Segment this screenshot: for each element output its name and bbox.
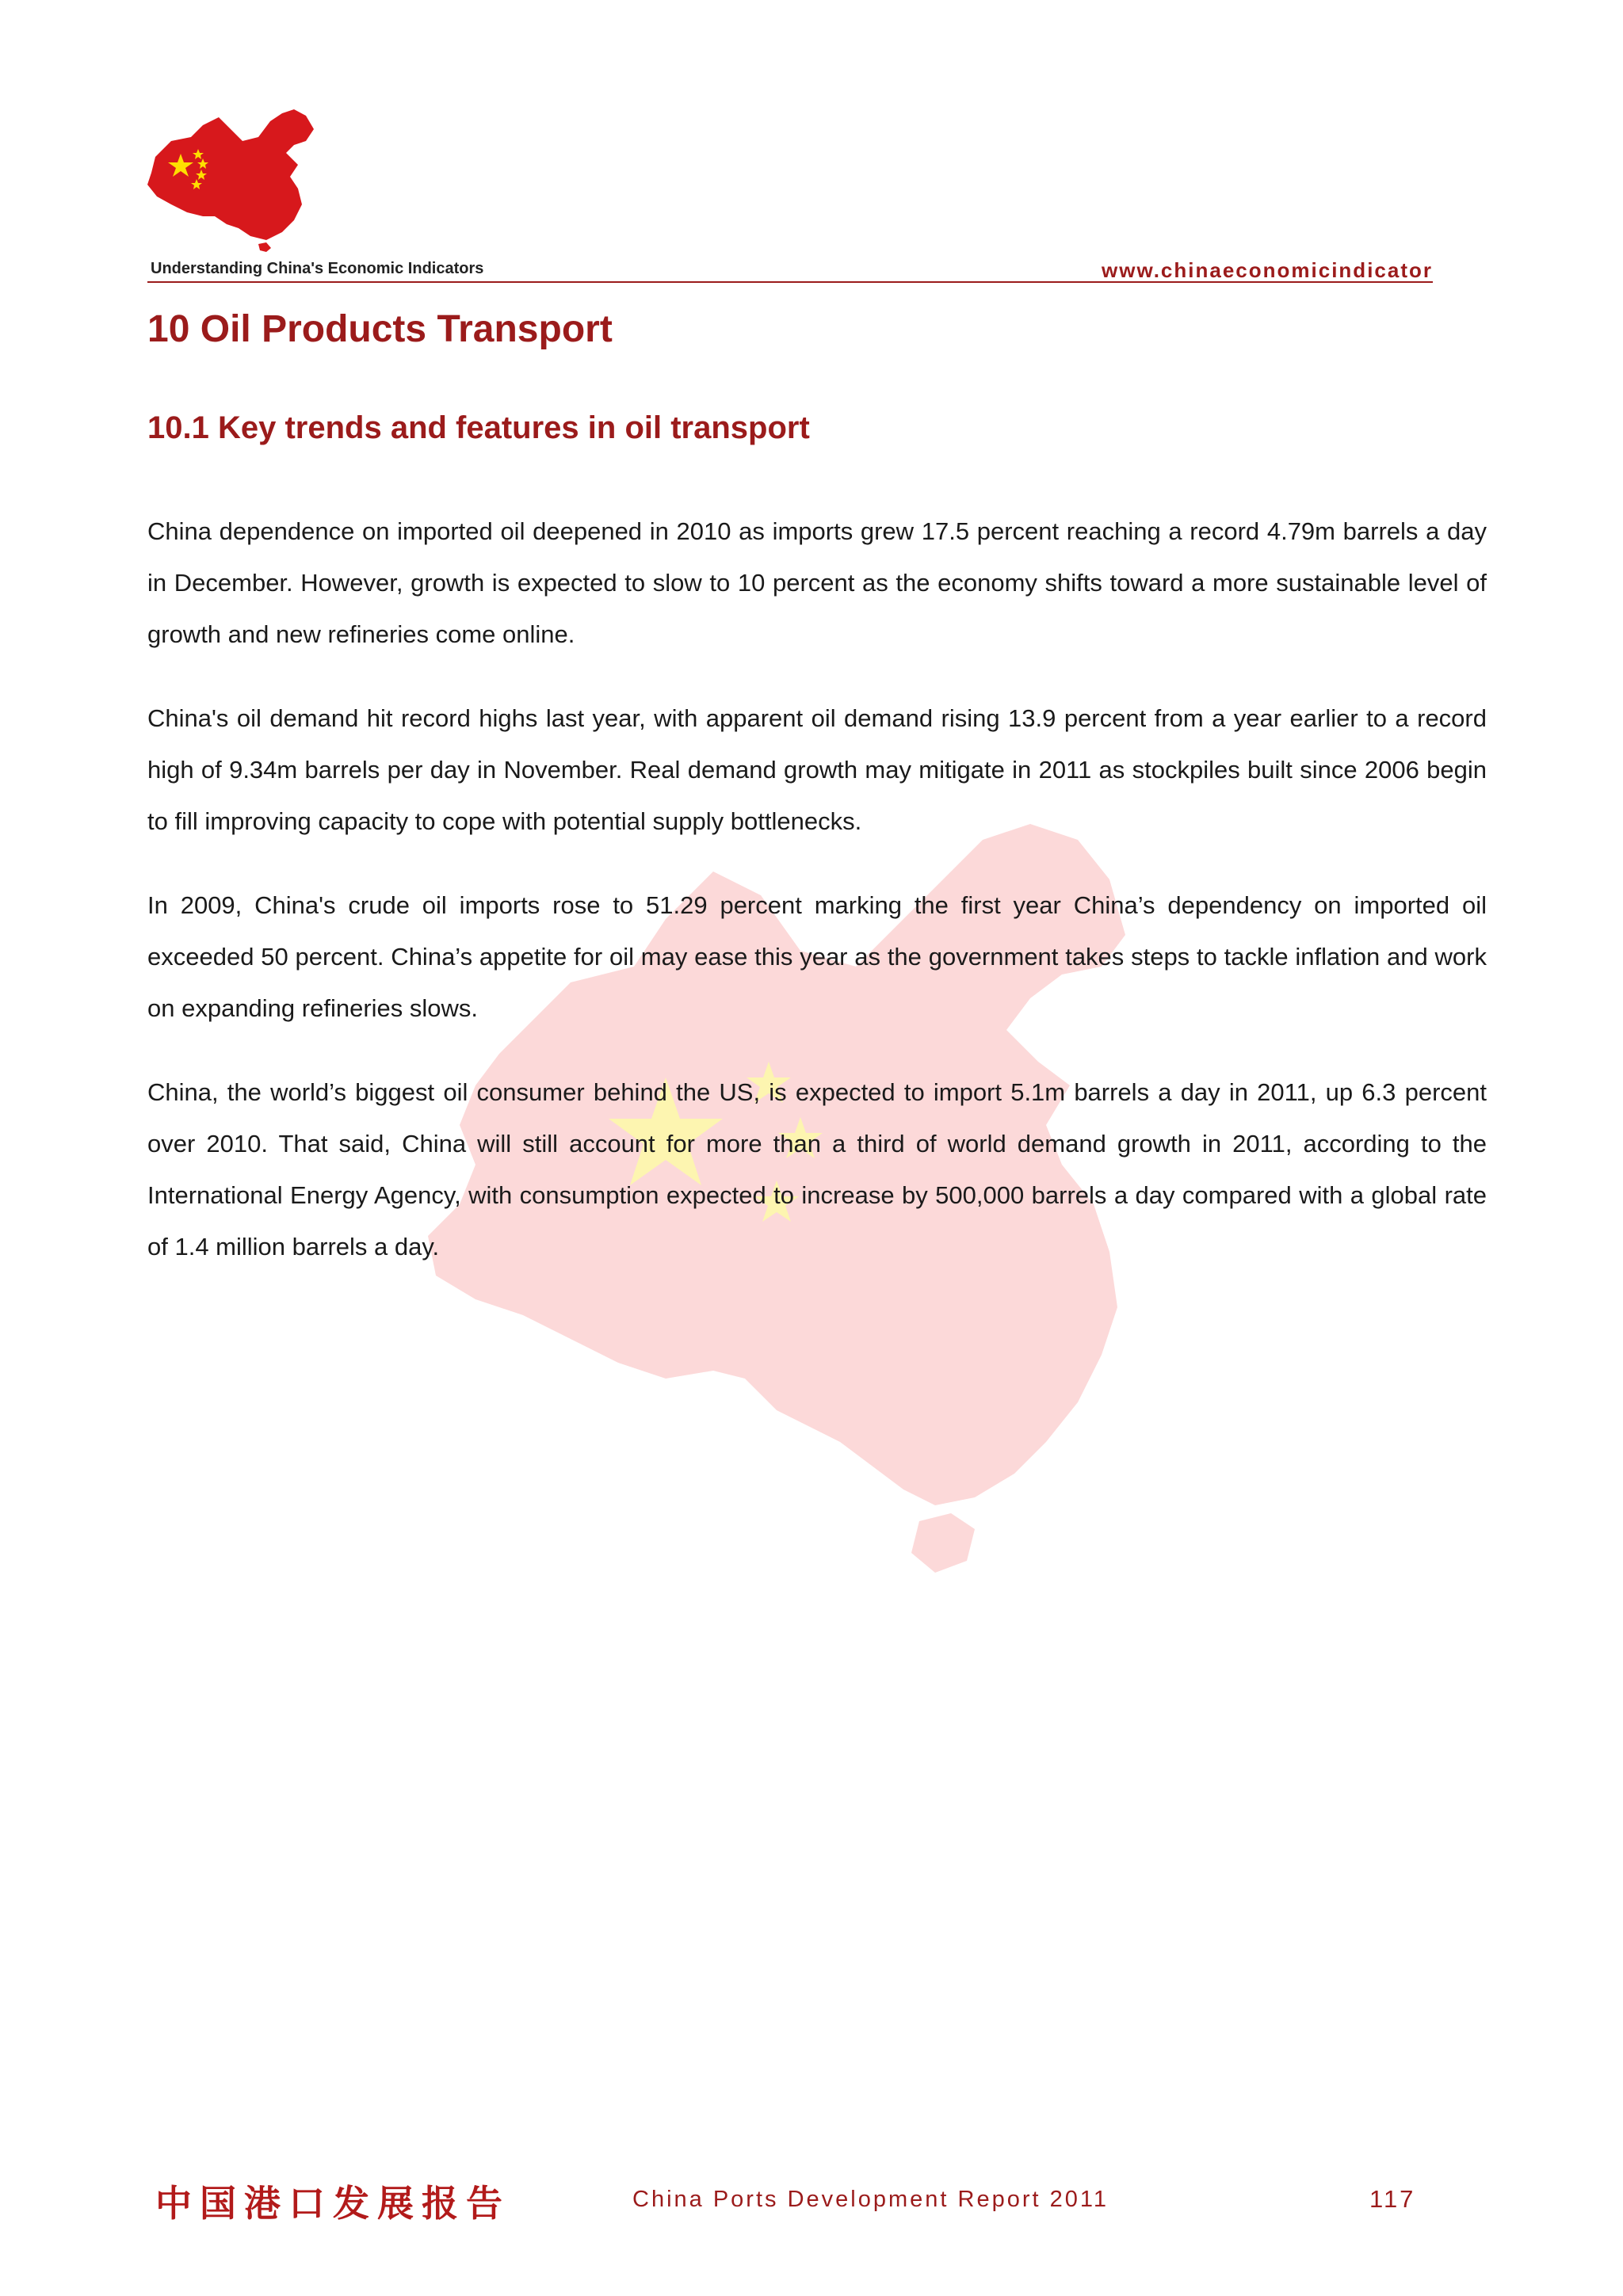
china-flag-map-icon xyxy=(147,109,314,252)
footer-report-name: China Ports Development Report 2011 xyxy=(632,2187,1109,2212)
paragraph: In 2009, China's crude oil imports rose to 51.29 percent marking the first year China’s dependency on imported oil exceeded 50 percent. China’s appetite for oil may ease this year as the government takes steps to tackle inflation and work on expanding refineries slows. xyxy=(147,891,1487,1022)
header-tagline: Understanding China's Economic Indicators xyxy=(151,260,484,277)
header-divider xyxy=(147,281,1433,283)
body-text xyxy=(147,505,1487,1305)
paragraph: China's oil demand hit record highs last year, with apparent oil demand rising 13.9 percent from a year earlier to a record high of 9.34m barrels per day in November. Real demand growth may mitigate in 2011 as stockpiles built since 2006 begin to fill improving capacity to cope with potential supply bottlenecks. xyxy=(147,704,1487,835)
header-url-link[interactable]: www.chinaeconomicindicator xyxy=(1102,258,1433,282)
paragraph: China dependence on imported oil deepened in 2010 as imports grew 17.5 percent reaching a record 4.79m barrels a day in December. However, growth is expected to slow to 10 percent as the economy shifts toward a more sustainable level of growth and new refineries come online. xyxy=(147,517,1487,648)
chapter-title: 10 Oil Products Transport xyxy=(147,308,613,350)
paragraph: China, the world’s biggest oil consumer behind the US, is expected to import 5.1m barrels a day in 2011, up 6.3 percent over 2010. That said, China will still account for more than a third of world demand growth in 2011, according to the International Energy Agency, with consumption expected to increase by 500,000 barrels a day compared with a global rate of 1.4 million barrels a day. xyxy=(147,1078,1487,1261)
page-number: 117 xyxy=(1369,2185,1416,2213)
footer-chinese-title: 中国港口发展报告 xyxy=(155,2182,510,2225)
section-title: 10.1 Key trends and features in oil transport xyxy=(147,410,810,445)
